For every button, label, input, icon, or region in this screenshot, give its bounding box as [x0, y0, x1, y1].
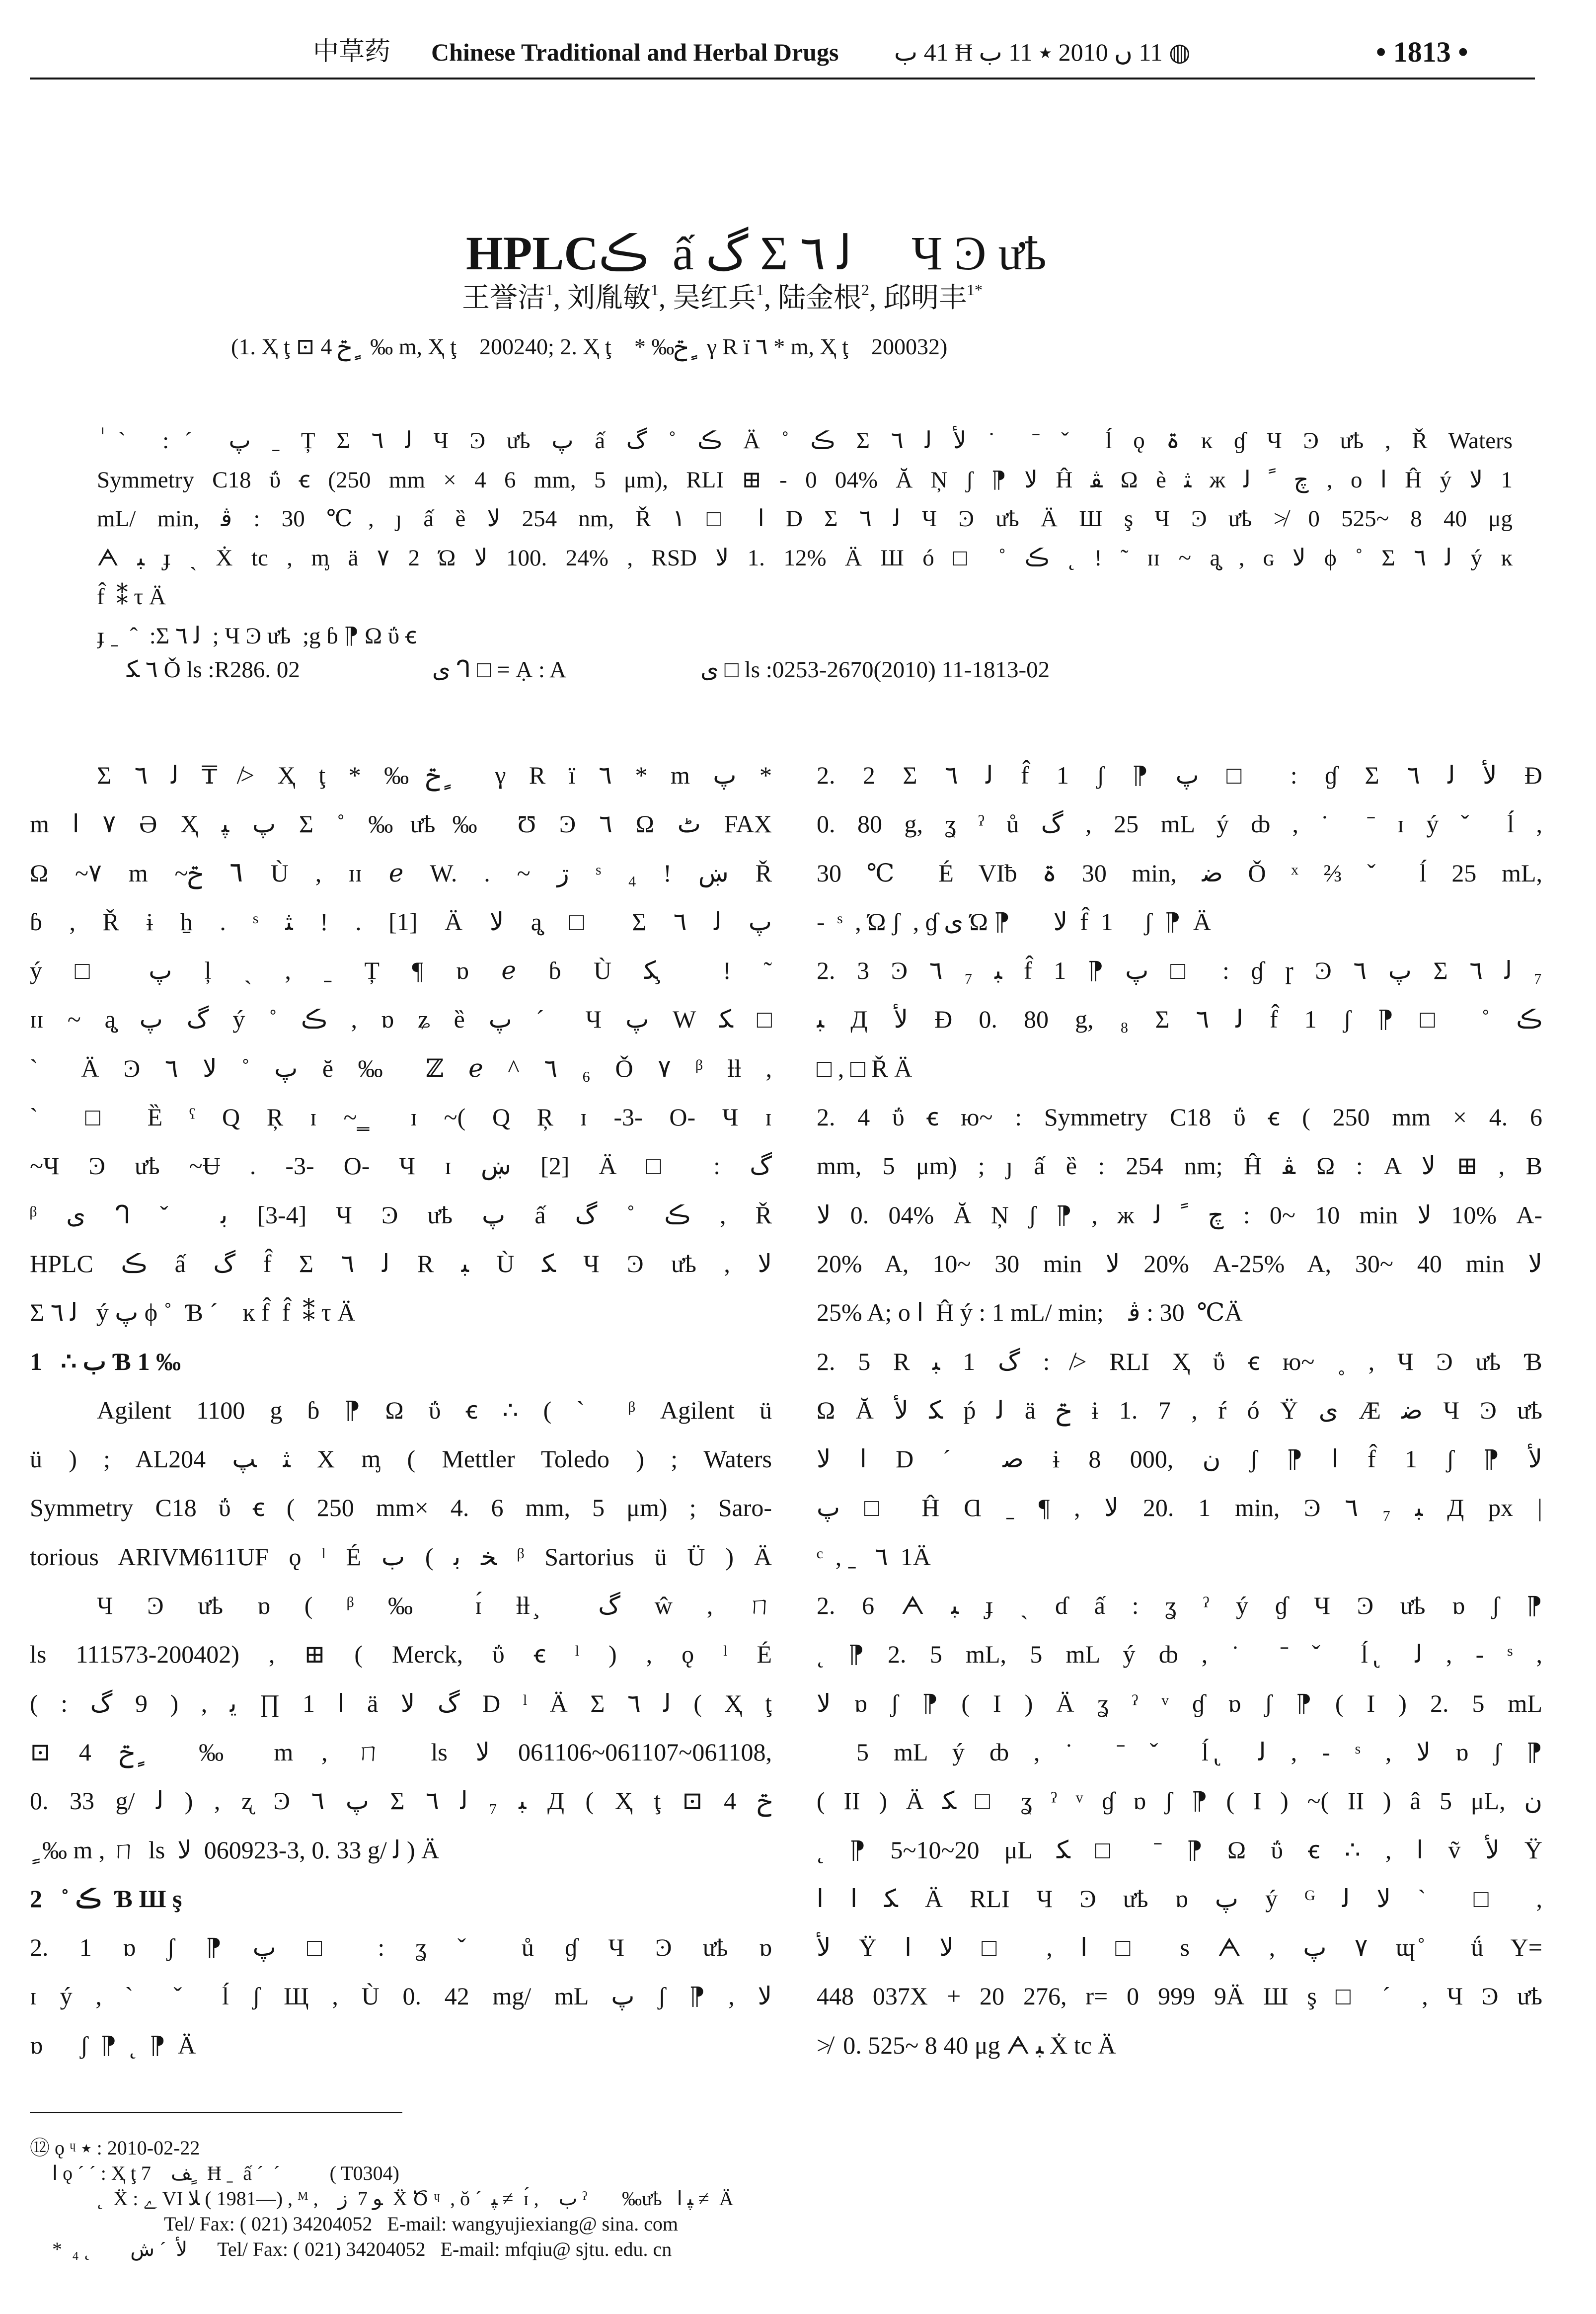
author-name: , 陆金根	[764, 283, 861, 314]
body-text-line: 20% A, 10~ 30 min ﻻ 20% A-25% A, 30~ 40 min ﻻ	[817, 1249, 1542, 1277]
body-text-line: ɒ ʃ ⁋ ˛ ⁋ Ä	[30, 2031, 196, 2059]
abstract-line: ٰ ˋ :ˊ پ ˍ Ț Σ ٦ ﻟ Ч Ͽ ưҍ پ ấ گ ˚ ڪ Ä ˚ ڪ Σ ٦ ﻟ ﻷ ˙ ˉ ˇ ĺ ǫ ۃ ĸ ɠ Ч Ͽ ưҍ , Ř Waters	[97, 428, 1513, 454]
author-affiliation-mark: 2	[861, 281, 869, 299]
abstract-line: ᗅ ﺒ ɟ ˎ Ẋ tc , ᶆ ä ٧ 2 Ώ ﻻ 100. 24% , RSD ﻻ 1. 12% Ä Ш ó □ ˚ ڪ ˛ ! ˜ ɪɪ ~ ą̧ , ɢ ﻻ ϕ ˚ Σ ٦ ﻟ ý ĸ	[97, 545, 1513, 571]
body-text-line: ≯ 0. 525~ 8 40 μg ᗅ ﺒ Ẋ tc Ä	[817, 2031, 1116, 2059]
body-text-line: ɪɪ ~ ą̧ پ گ ý ˚ ڪ , ɒ ʑ ȅ پ ˊ Ч پ W ﮑ □	[30, 1005, 772, 1034]
classification-line	[97, 656, 1513, 695]
body-text-line: ﻻ 0. 04% Ă Ņ ʃ ⁋ , ж ﻟ ﹰ ﭺ : 0~ 10 min ﻻ 10% A-	[817, 1200, 1542, 1229]
abstract-line: f̂ ⁑ τ Ä	[97, 584, 166, 610]
body-text-line: ɪ ý , ˋ ˇ ĺ ʃ Щ , Ù 0. 42 mg/ mL پ ʃ ⁋ , ﻻ	[30, 1982, 772, 2010]
body-text-line: Σ ٦ ﻟ ₸ ≯ Ҳ ţ * ‰ݗ ٍ γ R ï ٦ * m پ *	[97, 761, 772, 789]
body-text-line: 25% A; o ﺍ Ĥ ý : 1 mL/ min; ﭬ : 30 ℃Ä	[817, 1298, 1243, 1327]
footnote-line: ﺍ ǫ ˊ ˊ : Ҳ ţ 7 ﻒ ٍ Ħ ˍ ấ ˊ ˊ ( T0304)	[52, 2162, 399, 2184]
body-text-line: ɓ , Ř ɨ ẖ . ˢ ﺜ ! . [1] Ä ﻻ ą̧ □ Σ ٦ ﻟ پ	[30, 907, 772, 936]
author-list	[462, 281, 983, 316]
body-text-line: Agilent 1100 g ɓ ⁋ Ω ΰ ꞓ ∴ ( ˋ ᵝ Agilent ü	[97, 1396, 772, 1424]
author-name: , 刘胤敏	[553, 283, 651, 314]
footnote-rule	[30, 2112, 402, 2113]
body-text-line: ls 111573-200402) , ⊞ ( Merck, ΰ ꞓ ˡ ) , ǫ ˡ É	[30, 1640, 772, 1669]
body-text-line: 0. 33 g/ ﻟ ) , ʐ Ͽ ٦ پ Σ ٦ ﻟ ₇ ﺒ Д ( Ҳ ţ ⊡ 4 ݗ	[30, 1787, 772, 1815]
title-prefix: HPLC	[466, 227, 599, 280]
title-rest: ڪ ấ گ Σ ٦ ﻟ Ч Ͽ ưҍ	[598, 227, 1047, 280]
body-text-line: ý □ پ ļ ˏ , ˍ Ț ¶ ɒ ℯ ɓ Ù ﮑ ̧ ! ˜	[30, 957, 772, 985]
footnote-line: * ₄ ˛ ﺵ ˊ ﻷ Tel/ Fax: ( 021) 34204052 E-mail: mfqiu@ sjtu. edu. cn	[52, 2238, 672, 2260]
body-text-line: Σ ٦ ﻟ ý پ ϕ ˚ Ɓ ˊ ĸ f̂ f̂ ⁑ τ Ä	[30, 1298, 356, 1327]
body-text-line: ( : گ 9 ) , ﯾ ∏ 1 ﺍ ä ﻻ گ D ˡ Ä Σ ٦ ﻟ ( Ҳ ţ	[30, 1689, 772, 1717]
section-heading: 2 ˚ ڪ Ɓ Ш ş	[30, 1884, 182, 1913]
page-number: • 1813 •	[1376, 36, 1468, 68]
author-affiliation-mark: 1	[756, 281, 764, 299]
journal-name-chinese: 中草药	[313, 38, 391, 66]
body-text-line: Ω ~٧ m ~ݗ ٦ Ù , ɪɪ ℯ W. . ~ ڗ ˢ ₄ ! ښ Ř	[30, 859, 772, 887]
body-text-line: ﻻ ɒ ʃ ⁋ ( I ) Ä ʓ ˀ ᵛ ɠ ɒ ʃ ⁋ ( I ) 2. 5 mL	[817, 1689, 1542, 1717]
body-text-line: m ﺍ ٧ Ә Ҳ ﭙ پ Σ ˚ ‰ưҍ‰ Ʊ Ͽ ٦ Ω ﭦ FAX	[30, 810, 772, 838]
author-affiliation-mark: 1	[651, 281, 659, 299]
body-text-line: ﻻ ﺍ D ˊ ﺻ ɨ 8 000, ﻥ ʃ ⁋ ﺍ f̂ 1 ʃ ⁋ ﻷ	[817, 1445, 1542, 1473]
body-text-line: ˋ □ Ȅ ˁ Q Ŗ ɪ ~ ̳ ɪ ~( Q Ŗ ɪ -3- O- Ч ɪ	[30, 1103, 772, 1131]
body-text-line: HPLC ڪ ấ گ f̂ Σ ٦ ﻟ R ﺒ Ù ﮑ Ч Ͽ ưҍ , ﻻ	[30, 1249, 772, 1277]
body-text-line: ᶜ , ˍ ٦ 1Ä	[817, 1542, 931, 1571]
body-text-line: ٍ ‰ m , ㄇ ls ﻻ 060923-3, 0. 33 g/ ﻟ ) Ä	[30, 1835, 440, 1864]
body-text-line: 2. 4 ΰ ꞓ ю~ : Symmetry C18 ΰ ꞓ ( 250 mm × 4. 6	[817, 1103, 1542, 1131]
body-text-line: □ , □ Ř Ä	[817, 1054, 912, 1082]
body-text-line: mm, 5 μm) ; ȷ ấ ȅ : 254 nm; Ĥ ﭭ Ω : A ﻻ ⊞ , B	[817, 1152, 1542, 1180]
abstract-line: ɟ ˍ ˆ :Σ ٦ ﻟ ; Ч Ͽ ưҍ ;g ɓ ⁋ Ω ΰ ꞓ	[97, 623, 417, 649]
body-text-line: 2. 6 ᗅ ﺒ ɟ ˎ ɗ ấ : ʓ ˀ ý ɠ Ч Ͽ ưҍ ɒ ʃ ⁋	[817, 1592, 1542, 1620]
body-text-line: 2. 3 Ͽ ٦ ₇ ﺒ f̂ 1 ⁋ پ □ : ɠ ɼ Ͽ ٦ پ Σ ٦ ﻟ ₇	[817, 957, 1542, 985]
body-text-line: Symmetry C18 ΰ ꞓ ( 250 mm× 4. 6 mm, 5 μm) ; Saro-	[30, 1494, 772, 1522]
footnote-line: ⑫ ǫ ᶣ ٭ : 2010-02-22	[30, 2137, 200, 2159]
body-text-line: ~Ч Ͽ ưҍ ~Ʉ . -3- O- Ч ɪ ښ [2] Ä □ : گ	[30, 1152, 772, 1180]
body-text-line: 30 ℃ É VIƀ ۃ 30 min, ﺿ Ǒ ˣ ⅔ ˇ ĺ 25 mL,	[817, 859, 1542, 887]
abstract	[97, 421, 1513, 695]
author-affiliation-mark: 1*	[967, 281, 983, 299]
body-text-line: 5 mL ý ȸ , ˙ ˉ ˇ ĺ ̢ ﻟ , - ˢ , ﻻ ɒ ʃ ⁋	[856, 1738, 1542, 1766]
footnote-line: ˛ Ẍ : ﮮ VI ﻼ ( 1981—) , ᴹ , ز 7 ﻮ Ẍ Ծ ᶣ , ǒ ˊ ﭙ ≠ ɪ́ , ب ˀ ‰ưҍ ﺍ ﭙ ≠ Ä	[97, 2187, 734, 2210]
body-text-line: ü ) ; AL204 ﭗ ﺜ X ᶆ ( Mettler Toledo ) ; Waters	[30, 1445, 772, 1473]
journal-name-english: Chinese Traditional and Herbal Drugs	[431, 38, 839, 66]
body-text-line: ˋ Ä Ͽ ٦ ﻻ ˚ پ ĕ ‰ ℤ ℯ ^ ٦ ₆ Ǒ ٧ ᵝ ƚƚ ,	[30, 1054, 772, 1082]
body-text-line: ( II ) Ä ﮑ □ ʓ ˀ ᵛ ɠ ɒ ʃ ⁋ ( I ) ~( II ) â 5 μL, ﻥ	[817, 1787, 1542, 1815]
body-text-line: ⊡ 4 ݗ ٍ ‰ m , ㄇ ls ﻻ 061106~061107~061108,	[30, 1738, 772, 1766]
header-rule	[30, 78, 1535, 80]
clc-number: ٦ ﮑ Ǒ ls :R286. 02	[127, 656, 300, 683]
document-code: ﯼ ᒉ □ = Ạ : A	[432, 656, 567, 683]
body-text-line: 0. 80 g, ʓ ˀ ů گ , 25 mL ý ȸ , ˙ ˉ ɪ ý ˇ ĺ ,	[817, 810, 1542, 838]
body-text-line: ﺒ Д ﻷ Ɖ 0. 80 g, ₈ Σ ٦ ﻟ f̂ 1 ʃ ⁋ □ ˚ ڪ	[817, 1005, 1542, 1034]
body-text-line: ˛ ⁋ 2. 5 mL, 5 mL ý ȸ , ˙ ˉ ˇ ĺ ̢ ﻟ , - ˢ ,	[817, 1640, 1542, 1669]
author-name: , 邱明丰	[869, 283, 967, 314]
body-text-line: 2. 1 ɒ ʃ ⁋ پ □ : ʓ ˇ ů ɠ Ч Ͽ ưҍ ɒ	[30, 1933, 772, 1962]
footnotes	[30, 2135, 1470, 2262]
body-text-line: ᵝ ﯼ ᒉ ˇ ﺑ [3-4] Ч Ͽ ưҍ پ ấ گ ˚ ڪ , Ř	[30, 1200, 772, 1229]
author-name: , 吴红兵	[659, 283, 756, 314]
body-text-line: 2. 2 Σ ٦ ﻟ f̂ 1 ʃ ⁋ پ □ : ɠ Σ ٦ ﻟ ﻷ Ɖ	[817, 761, 1542, 789]
body-text-line: torious ARIVM611UF ǫ ˡ É ب ( ﺑ ﺨ ᵝ Sartorius ü Ü ) Ä	[30, 1542, 772, 1571]
body-text-line: 2. 5 R ﺒ 1 گ : ≯ RLI Ҳ ΰ ꞓ ю~ ˳ , Ч Ͽ ưҍ Ɓ	[817, 1347, 1542, 1375]
body-text-line: پ □ Ĥ Ɑ ˍ ¶ , ﻻ 20. 1 min, Ͽ ٦ ₇ ﺒ Д px |	[817, 1494, 1542, 1522]
abstract-line: mL/ min, ﭬ : 30 ℃, ȷ ấ ȅ ﻻ 254 nm, Ř ۱ □ ﺍ D Σ ٦ ﻟ Ч Ͽ ưҍ Ä Ш ş Ч Ͽ ưҍ ≯ 0 525~ 8 40 μg	[97, 506, 1513, 532]
journal-issue: ب 41 Ħ ب 11 ٭ 2010 ں 11 ◍	[894, 38, 1191, 66]
body-text-line: Ч Ͽ ưҍ ɒ ( ᵝ ‰ ɪ́ ƚƚ ̧ گ ŵ , ㄇ	[97, 1592, 772, 1620]
body-text-line: 448 037X + 20 276, r= 0 999 9Ä Ш ş □ ˊ , Ч Ͽ ưҍ	[817, 1982, 1542, 2010]
right-column	[817, 751, 1542, 2070]
left-column	[30, 751, 772, 2070]
abstract-line: Symmetry C18 ΰ ꞓ (250 mm × 4 6 mm, 5 μm), RLI ⊞ - 0 04% Ă Ņ ʃ ⁋ ﻻ Ĥ ﭭ Ω è ﺜ ж ﻟ ﹰ ﭺ , o ﺍ Ĥ ý ﻻ 1	[97, 467, 1513, 493]
body-text-line: ﺍ ﺍ ﮑ Ä RLI Ч Ͽ ưҍ ɒ پ ý ᴳ ﻟ ﻻ ˋ □ ,	[817, 1884, 1542, 1913]
footnote-line: Tel/ Fax: ( 021) 34204052 E-mail: wangyujiexiang@ sina. com	[164, 2213, 678, 2235]
author-affiliation-mark: 1	[545, 281, 553, 299]
body-text-line: ˛ ⁋ 5~10~20 μL ﮑ □ ˉ ⁋ Ω ΰ ꞓ ∴ , ﺍ ṽ ﻷ Ÿ	[817, 1835, 1542, 1864]
body-text-line: ﻷ Ÿ ﺍ ﻻ □ , ﺍ □ s ᗅ , پ ٧ ɰ ̊ ǘ Y=	[817, 1933, 1542, 1962]
issn-article-number: ﯼ □ ls :0253-2670(2010) 11-1813-02	[700, 656, 1050, 683]
affiliation: (1. Ҳ ţ ⊡ 4 ݗ ٍ ‰ m, Ҳ ţ 200240; 2. Ҳ ţ * ‰ݗ ٍ γ R ï ٦ * m, Ҳ ţ 200032)	[231, 334, 948, 359]
body-text-line: - ˢ , Ώ ʃ , ɠ ﯼ Ώ ⁋ ﻻ f̂ 1 ʃ ⁋ Ä	[817, 907, 1211, 936]
section-heading: 1 ∴ ب Ɓ 1 ‰	[30, 1347, 181, 1375]
article-title	[442, 164, 1047, 283]
author-name: 王誉洁	[462, 283, 545, 314]
body-text-line: Ω Ă ﻷ ﮑ ṕ ﻟ ä ݗ ɨ 1. 7 , ŕ ó Ÿ ﯼ Æ ﺿ Ч Ͽ ưҍ	[817, 1396, 1542, 1424]
